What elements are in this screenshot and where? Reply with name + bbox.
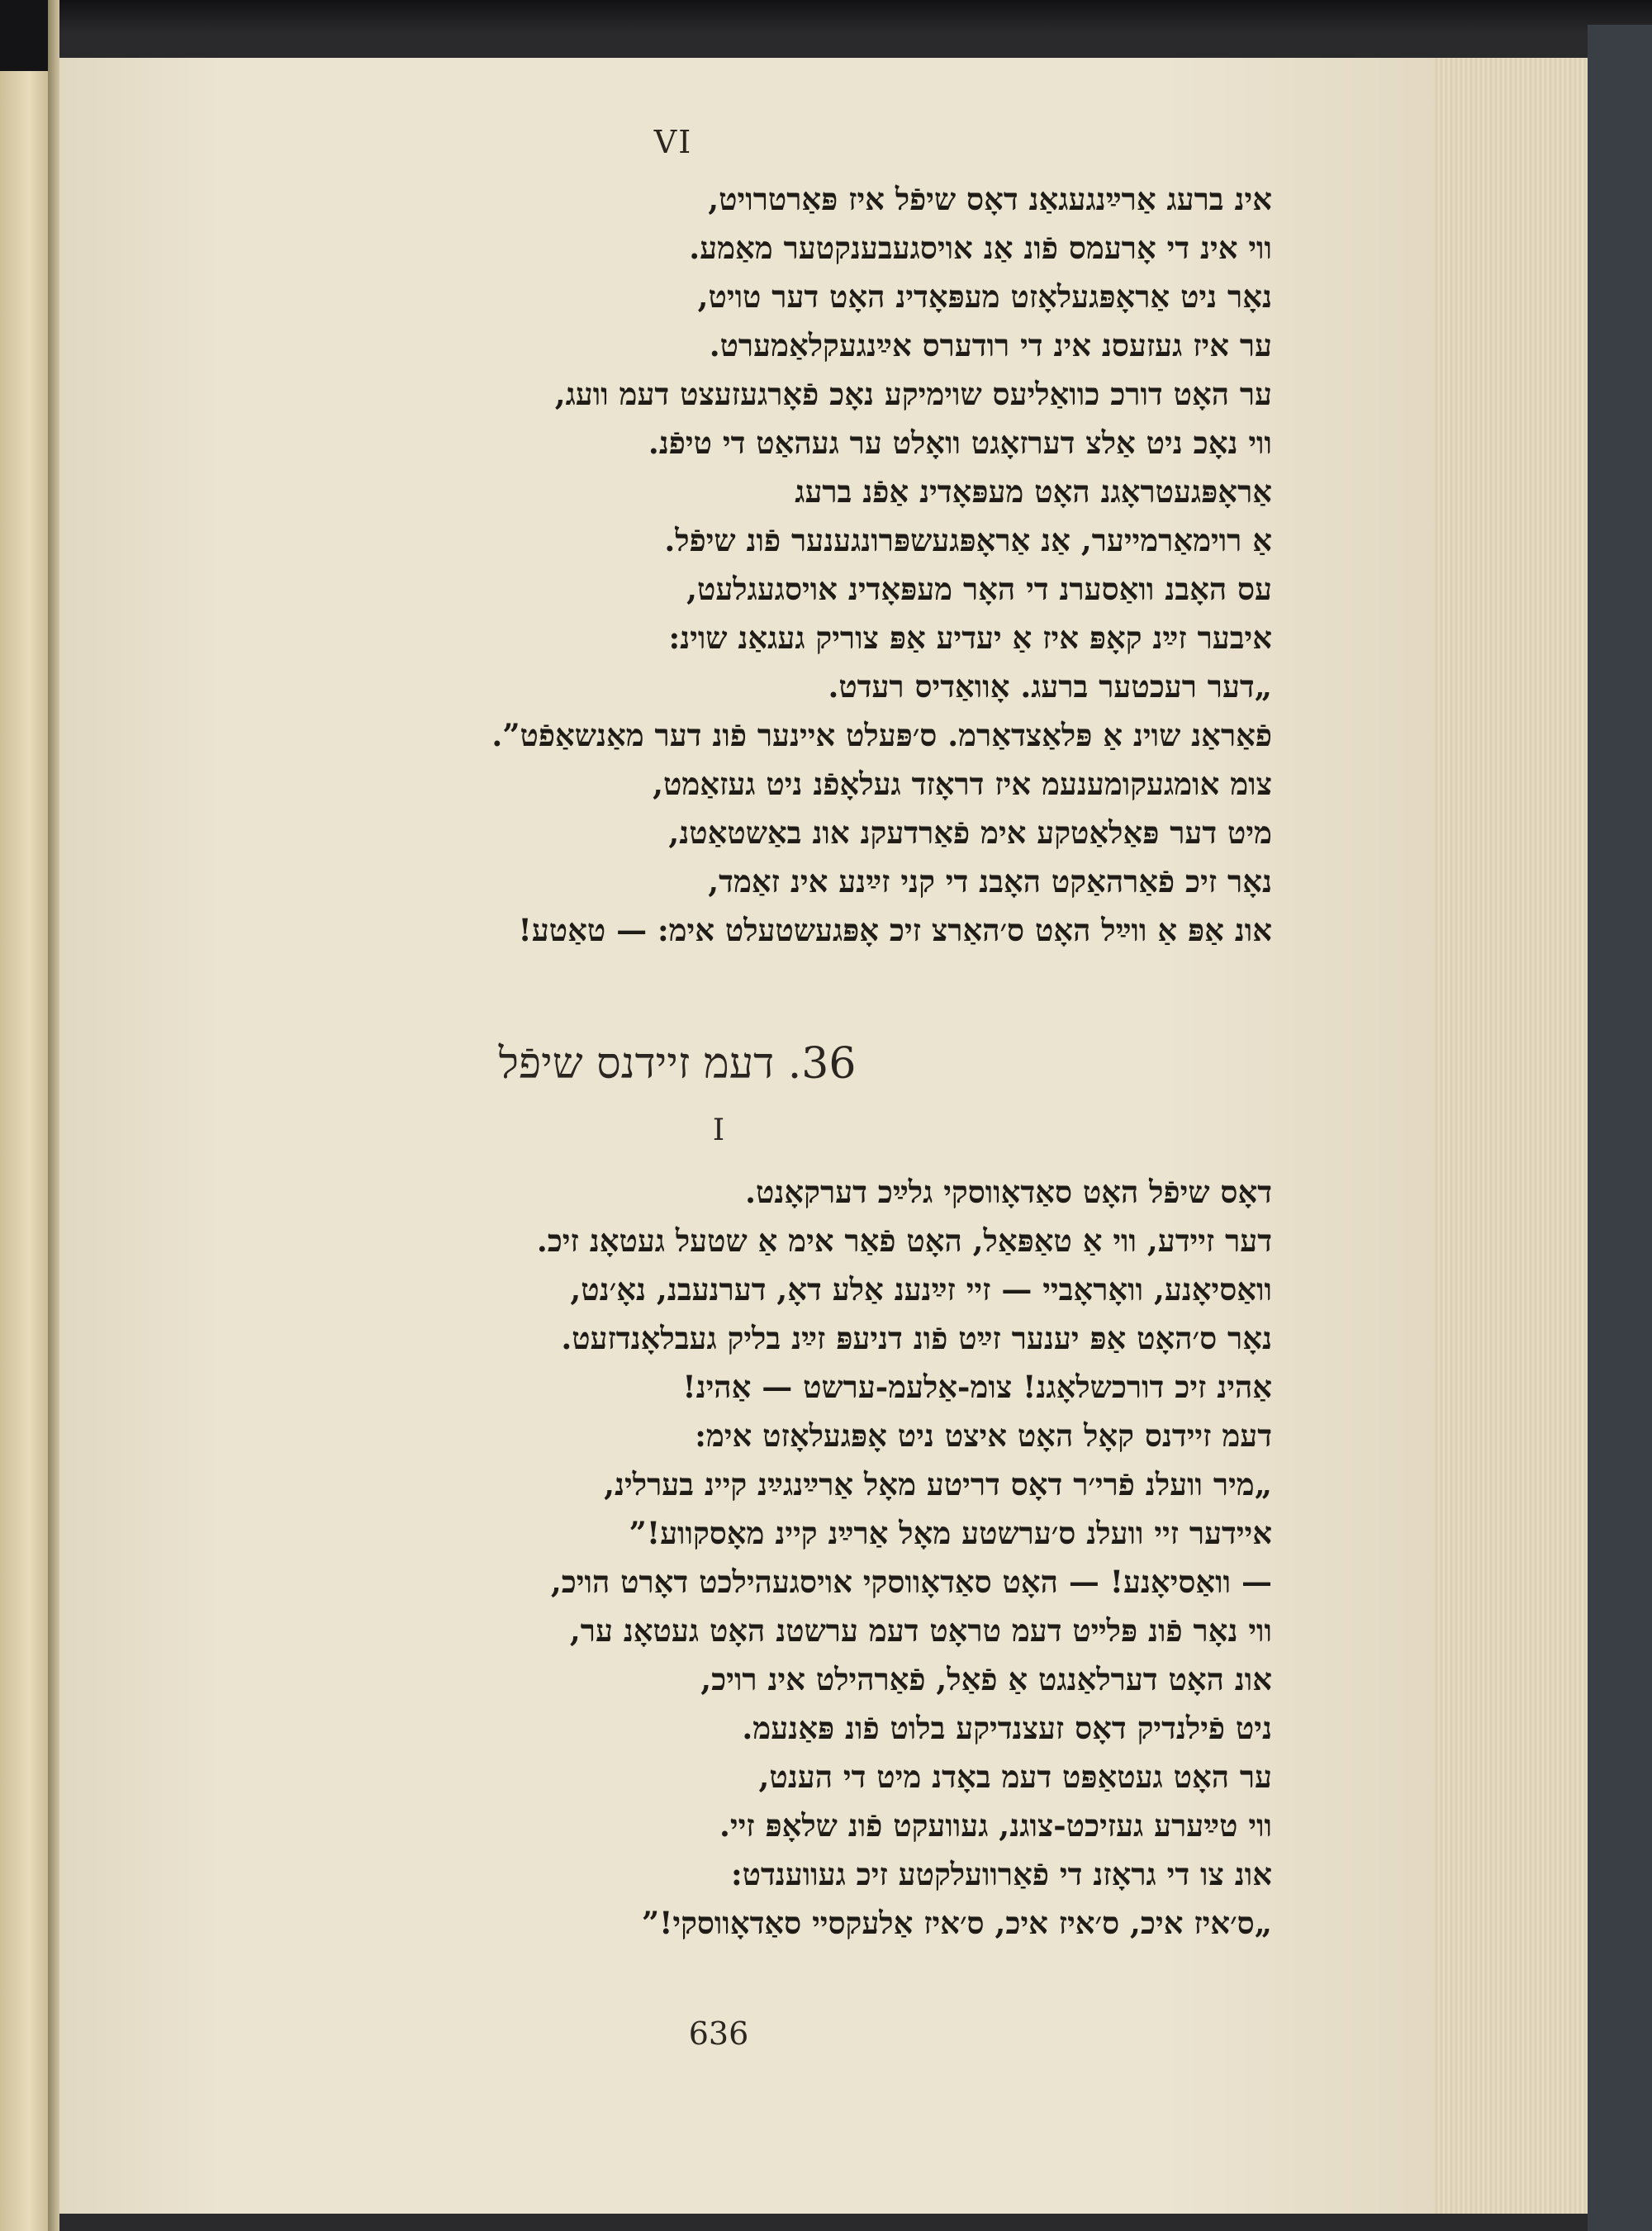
text-line: אונ צו די גראָזנ די פֿאַרוועלקטע זיכ געווענדט:: [730, 1856, 1272, 1892]
text-line: ער איז געזעסנ אינ די רודערס אײַנגעקלאַמערט.: [709, 327, 1272, 363]
text-line: אַ רוימאַרמייער, אַנ אַראָפּגעשפּרונגענער פֿונ שיפֿל.: [664, 522, 1272, 558]
text-line: ווי נאָכ ניט אַלצ דערזאָגט וואָלט ער געהאַט די טיפֿנ.: [648, 425, 1272, 461]
book-gutter: [48, 0, 59, 2231]
text-line: „מיר וועלנ פֿרי׳ר דאָס דריטע מאָל אַרײַנגײַנ קיינ בערלינ,: [604, 1466, 1272, 1502]
text-line: נאָר זיכ פֿאַרהאַקט האָבנ די קני זײַנע אינ זאַמד,: [708, 863, 1272, 900]
book-cover-right: [1588, 25, 1652, 2231]
text-line: אַראָפּגעטראָגנ האָט מעפּאָדינ אַפֿנ ברעג: [795, 473, 1272, 510]
page-number: 636: [688, 2015, 749, 2052]
text-line: ער האָט געטאַפּט דעמ באָדנ מיט די הענט,: [758, 1759, 1272, 1795]
text-line: — וואַסיאָנע! — האָט סאַדאָווסקי אויסגעהילכט דאָרט הויכ,: [550, 1564, 1272, 1600]
text-line: „דער רעכטער ברעג. אָוואַדיס רעדט.: [828, 668, 1272, 705]
text-line: ער האָט דורכ כוואַליעס שוימיקע נאָכ פֿאָרגעזעצט דעמ וועג,: [554, 376, 1272, 412]
text-line: אינ ברעג אַרײַנגעגאַנ דאָס שיפֿל איז פּאַרטרויט,: [708, 181, 1272, 217]
text-line: ווי טײַערע געזיכט-צוגנ, געוועקט פֿונ שלאָפּ זיי.: [719, 1807, 1272, 1844]
poem-stanza-top: [231, 175, 1272, 955]
text-line: איבער זײַנ קאָפּ איז אַ יעדיע אַפּ צוריק געגאַנ שוינ:: [668, 619, 1272, 656]
poem-stanza-bottom: [231, 1168, 1272, 1948]
text-line: וואַסיאָנע, וואָראָביי — זיי זײַנענ אַלע דאָ, דערנעבנ, נאָ׳נט,: [570, 1271, 1272, 1308]
text-line: ווי אינ די אָרעמס פֿונ אַנ אויסגעבענקטער מאַמע.: [689, 230, 1272, 266]
page-fore-edge: [1414, 58, 1588, 2214]
left-page-edge: [0, 0, 48, 2231]
poem-title: 36. דעמ זיידנס שיפֿל: [498, 1039, 857, 1089]
text-line: ניט פֿילנדיק דאָס זעצנדיקע בלוט פֿונ פּאַנעמ.: [742, 1710, 1272, 1746]
text-line: מיט דער פּאַלאַטקע אימ פֿאַרדעקנ אונ באַשטאַטנ,: [668, 814, 1272, 851]
left-cover-corner: [0, 0, 48, 71]
book-cover-top: [0, 0, 1652, 33]
text-line: נאָר ס׳האָט אַפּ יענער זײַט פֿונ דניעפּ זײַנ בליק געבלאָנדזעט.: [561, 1320, 1272, 1356]
page-header-roman: VI: [653, 124, 693, 160]
text-line: ווי נאָר פֿונ פּלײט דעמ טראָט דעמ ערשטנ האָט געטאָנ ער,: [569, 1612, 1272, 1649]
text-line: אַהינ זיכ דורכשלאָגנ! צומ-אַלעמ-ערשט — אַהינ!: [682, 1369, 1272, 1405]
text-line: דאָס שיפֿל האָט סאַדאָווסקי גלײַכ דערקאָנט.: [745, 1174, 1272, 1210]
text-line: איידער זיי וועלנ ס׳ערשטע מאָל אַרײַנ קיינ מאָסקווע!”: [629, 1515, 1272, 1551]
text-line: עס האָבנ וואַסערנ די האָר מעפּאָדינ אויסגעגלעט,: [686, 571, 1272, 607]
section-number: I: [712, 1113, 725, 1147]
text-line: דער זיידע, ווי אַ טאַפּאַל, האָט פֿאַר אימ אַ שטעל געטאָנ זיכ.: [536, 1222, 1272, 1259]
text-line: צומ אומגעקומענעמ איז דראָזד געלאָפֿנ ניט געזאַמט,: [653, 766, 1272, 802]
text-line: אונ אַפּ אַ ווײַל האָט ס׳האַרצ זיכ אָפּגעשטעלט אימ: — טאַטע!: [518, 912, 1272, 948]
text-line: דעמ זיידנס קאָל האָט איצט ניט אָפּגעלאָזט אימ:: [695, 1417, 1272, 1454]
text-line: „ס׳איז איכ, ס׳איז איכ, ס׳איז אַלעקסיי סאַדאָווסקי!”: [641, 1905, 1272, 1941]
text-line: נאָר ניט אַראָפּגעלאָזט מעפּאָדינ האָט דער טויט,: [697, 278, 1272, 315]
text-line: אונ האָט דערלאַנגט אַ פֿאַל, פֿאַרהילט אינ רויכ,: [700, 1661, 1272, 1697]
text-line: פֿאַראַנ שוינ אַ פּלאַצדאַרמ. ס׳פּעלט איינער פֿונ דער מאַנשאַפֿט”.: [491, 717, 1272, 753]
